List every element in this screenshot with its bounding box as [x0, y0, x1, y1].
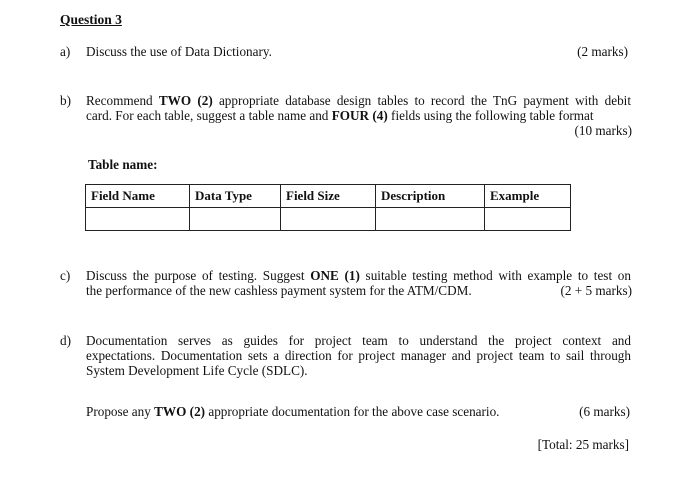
total-marks: [Total: 25 marks]	[537, 437, 629, 452]
column-header: Example	[485, 185, 571, 208]
part-d-line1: Documentation serves as guides for project team to understand the project context and	[86, 333, 631, 348]
part-c-label: c)	[60, 268, 71, 283]
part-b-line1: Recommend TWO (2) appropriate database design tables to record the TnG payment with debit	[86, 93, 631, 108]
table-cell	[86, 208, 190, 231]
table-cell	[376, 208, 485, 231]
part-c-line1: Discuss the purpose of testing. Suggest ONE (1) suitable testing method with example to test on	[86, 268, 631, 283]
part-d-line2: expectations. Documentation sets a direction for project manager and project team to sail through	[86, 348, 631, 363]
part-b-label: b)	[60, 93, 71, 108]
part-d-propose: Propose any TWO (2) appropriate documentation for the above case scenario.	[86, 404, 500, 419]
table-name-label: Table name:	[88, 157, 158, 172]
table-row	[86, 208, 571, 231]
table-header-row	[86, 185, 571, 208]
part-a-text: Discuss the use of Data Dictionary.	[86, 44, 272, 59]
part-d-label: d)	[60, 333, 71, 348]
table-cell	[485, 208, 571, 231]
table-cell	[190, 208, 281, 231]
part-d-marks: (6 marks)	[579, 404, 630, 419]
part-c-marks: (2 + 5 marks)	[560, 283, 632, 298]
question-title: Question 3	[60, 12, 122, 27]
part-d-line3: System Development Life Cycle (SDLC).	[86, 363, 308, 378]
column-header: Field Name	[86, 185, 190, 208]
part-b-line2: card. For each table, suggest a table name and FOUR (4) fields using the following table format	[86, 108, 594, 123]
column-header: Field Size	[281, 185, 376, 208]
column-header: Description	[376, 185, 485, 208]
column-header: Data Type	[190, 185, 281, 208]
table-cell	[281, 208, 376, 231]
part-a-marks: (2 marks)	[577, 44, 628, 59]
part-b-marks: (10 marks)	[574, 123, 632, 138]
part-a-label: a)	[60, 44, 71, 59]
part-c-line2: the performance of the new cashless payment system for the ATM/CDM.	[86, 283, 472, 298]
field-format-table	[85, 184, 571, 231]
